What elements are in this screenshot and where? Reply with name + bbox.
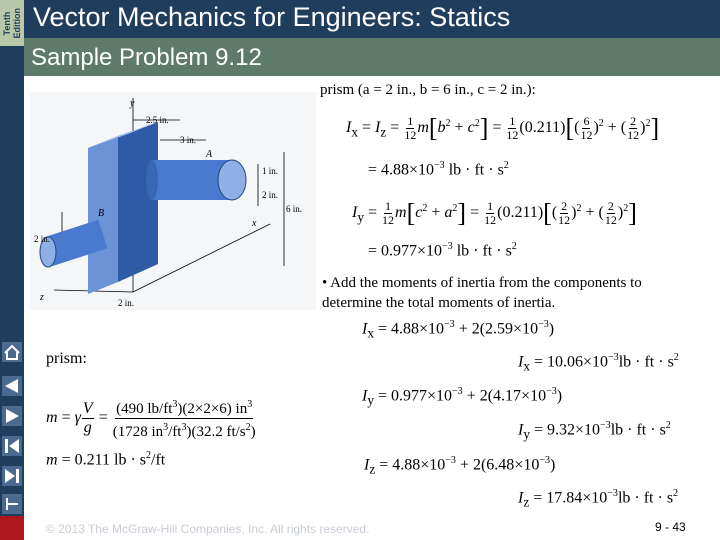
sum-ix: $I_x = 4.88\times 10^{-3} + 2(2.59\times 10^{-3})$: [362, 319, 555, 341]
page-subtitle: Sample Problem 9.12: [31, 44, 262, 71]
ix-result: = $4.88\times 10^{-3}$ lb · ft · $s^2$: [368, 160, 509, 179]
figure-label-6in: 6 in.: [286, 204, 303, 214]
iy-formula: $I_y$ = $\frac{1}{12}$ $m[c^2 + a^2]$ = $\frac{1}{12}$ (0.211)[( $\frac{2}{12}$ )$^2$ + ( $\frac{2}{12}$ )$^2$]: [352, 198, 637, 228]
figure-label-1in: 1 in.: [262, 166, 279, 176]
title-bar: [24, 0, 720, 38]
bullet-add-moments: • Add the moments of inertia from the components to determine the total moments of inertia.: [322, 275, 642, 311]
iy-result: = $0.977\times 10^{-3}$ lb · ft · $s^2$: [368, 241, 517, 260]
machine-part-figure: [30, 92, 316, 310]
edition-label: [0, 0, 24, 46]
return-icon[interactable]: [2, 494, 22, 514]
figure-label-y: y: [130, 98, 135, 109]
edition-text: Tenth Edition: [2, 7, 22, 39]
figure-label-a: A: [206, 149, 213, 160]
total-iz: $I_z = 17.84\times 10^{-3}lb$ · ft · $s^2$: [518, 488, 679, 510]
mass-formula: m = γ $\frac{V}{g}$ = $\frac{(490 lb/ft^3)(2\times 2\times 6) in^3}{(1728 in^3/ft^3)(32.2 ft/s^2)}$: [46, 396, 257, 441]
page-number: 9 - 43: [655, 520, 686, 534]
last-icon[interactable]: [2, 466, 22, 486]
page-title: Vector Mechanics for Engineers: Statics: [33, 2, 511, 32]
home-icon[interactable]: [2, 342, 22, 362]
figure-label-2in-bottom: 2 in.: [118, 298, 135, 308]
figure-label-b: B: [98, 208, 105, 219]
prism-label: prism:: [46, 350, 87, 367]
sum-iy: $I_y = 0.977\times 10^{-3} + 2(4.17\times 10^{-3})$: [362, 386, 563, 408]
figure-label-2-5in: 2.5 in.: [146, 115, 169, 125]
figure-label-x: x: [252, 218, 257, 229]
first-icon[interactable]: [2, 436, 22, 456]
publisher-logo: [0, 516, 24, 540]
sum-iz: $I_z = 4.88\times 10^{-3} + 2(6.48\times 10^{-3})$: [364, 455, 556, 477]
next-icon[interactable]: [2, 406, 22, 426]
figure-label-2in-right: 2 in.: [262, 190, 279, 200]
mass-result: m = 0.211 lb · $s^2/ft$: [46, 450, 166, 469]
ix-formula: $I_x = I_z$ = $\frac{1}{12}$ $m[b^2 + c^2]$ = $\frac{1}{12}$ (0.211)[( $\frac{6}{12}$ )$^2$ + ( $\frac{2}{12}$ )$^2$]: [346, 113, 660, 143]
prism-dimensions: prism (a = 2 in., b = 6 in., c = 2 in.):: [320, 82, 536, 98]
subtitle-bar: [24, 38, 720, 76]
figure-label-3in: 3 in.: [180, 135, 197, 145]
figure-label-2in-left: 2 in.: [34, 234, 51, 244]
total-ix: $I_x = 10.06\times 10^{-3}lb$ · ft · $s^2$: [518, 352, 679, 374]
prev-icon[interactable]: [2, 376, 22, 396]
sidebar: [0, 0, 24, 540]
copyright-footer: © 2013 The McGraw-Hill Companies, Inc. All rights reserved.: [46, 522, 370, 536]
total-iy: $I_y = 9.32\times 10^{-3}lb$ · ft · $s^2$: [518, 420, 671, 442]
figure-label-z: z: [40, 292, 44, 303]
